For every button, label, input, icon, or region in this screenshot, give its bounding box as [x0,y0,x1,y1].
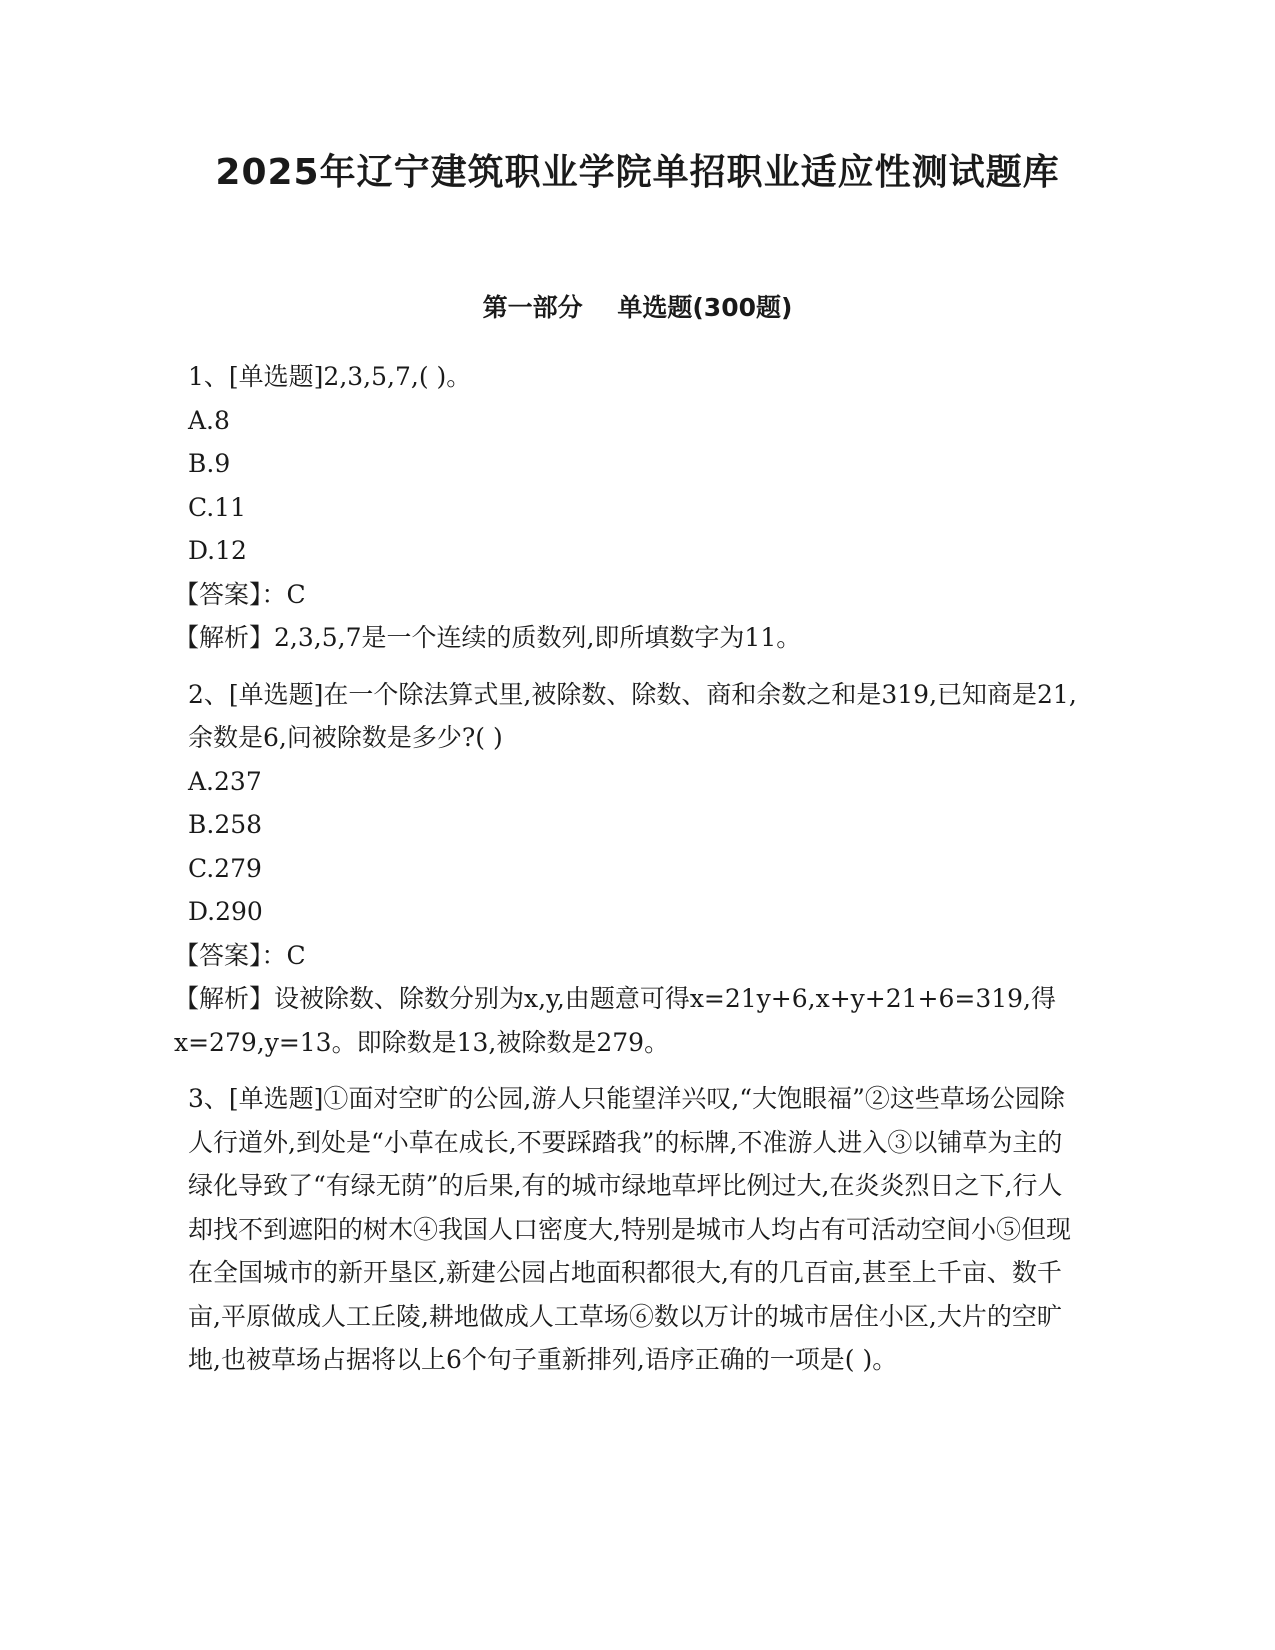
question-1-explanation [174,616,1078,660]
question-1-option-d: D.12 [188,536,247,565]
explanation-label: 【解析】 [174,623,275,652]
question-3 [188,1077,1078,1382]
explanation-text: 2,3,5,7是一个连续的质数列,即所填数字为11。 [274,623,802,652]
question-2-explanation [174,977,1078,1064]
answer-value: ：C [261,940,306,970]
question-list [174,355,1078,1395]
question-2-option-b: B.258 [188,810,263,839]
question-2-answer [174,934,1078,978]
question-1-text: 1、[单选题]2,3,5,7,( )。 [188,362,472,391]
question-1-answer [174,573,1078,617]
question-1-option-b: B.9 [188,449,231,478]
question-2-option-a: A.237 [188,766,262,796]
answer-label: 【答案】 [174,579,262,609]
document-title: 2025年辽宁建筑职业学院单招职业适应性测试题库 [215,152,1060,193]
question-2-option-d: D.290 [188,897,263,926]
question-2-option-c: C.279 [188,853,262,883]
question-2-text: 2、[单选题]在一个除法算式里,被除数、除数、商和余数之和是319,已知商是21,余数是6,问被除数是多少?( ) [188,679,1077,752]
question-1-option-c: C.11 [188,492,246,522]
explanation-text: 设被除数、除数分别为x,y,由题意可得x=21y+6,x+y+21+6=319,得x=279,y=13。即除数是13,被除数是279。 [174,984,1056,1057]
question-1-option-a: A.8 [188,405,230,435]
question-3-text: 3、[单选题]①面对空旷的公园,游人只能望洋兴叹,“大饱眼福”②这些草场公园除人行道外,到处是“小草在成长,不要踩踏我”的标牌,不准游人进入③以铺草为主的绿化导致了“有绿无荫”的后果,有的城市绿地草坪比例过大,在炎炎烈日之下,行人却找不到遮阳的树木④我国人口密度大,特别是城市人均占有可活动空间小⑤但现在全国城市的新开垦区,新建公园占地面积都很大,有的几百亩,甚至上千亩、数千亩,平原做成人工丘陵,耕地做成人工草场⑥数以万计的城市居住小区,大片的空旷地,也被草场占据将以上6个句子重新排列,语序正确的一项是( )。 [188,1084,1071,1374]
explanation-label: 【解析】 [174,984,275,1013]
question-1 [174,355,1078,660]
question-2 [174,673,1078,1065]
section-title: 第一部分 单选题(300题) [482,293,793,322]
answer-label: 【答案】 [174,940,262,970]
answer-value: ：C [261,579,306,609]
